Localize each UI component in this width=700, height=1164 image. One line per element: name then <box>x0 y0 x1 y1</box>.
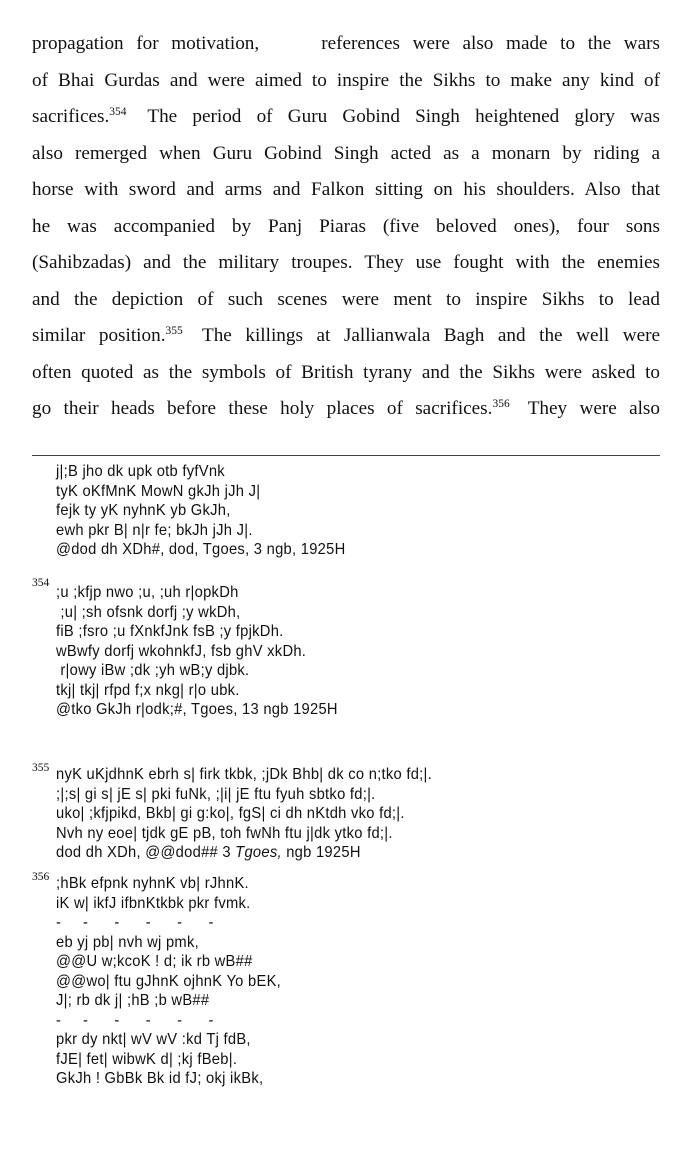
body-line-4: also remerged when Guru Gobind Singh acted as a monarn by riding a <box>32 142 660 164</box>
footnote-separator <box>32 455 660 456</box>
footnote-line: iK w| ikfJ ifbnKtkbk pkr fvmk. <box>56 894 251 912</box>
body-line-6: he was accompanied by Panj Piaras (five beloved ones), four sons <box>32 215 660 237</box>
body-line-1 <box>32 26 660 63</box>
body-line-5: horse with sword and arms and Falkon sitting on his shoulders. Also that <box>32 179 660 200</box>
text-segment: references were also made to the wars <box>321 33 660 54</box>
footnote-line: Nvh ny eoe| tjdk gE pB, toh fwNh ftu j|dk ytko fd;|. <box>56 824 393 842</box>
body-line-11 <box>32 391 660 428</box>
footnote-line: eb yj pb| nvh wj pmk, <box>56 933 199 951</box>
footnote-line: r|owy iBw ;dk ;yh wB;y djbk. <box>56 662 250 679</box>
footnote-ref-356[interactable]: 356 <box>492 398 510 410</box>
body-line-3 <box>32 99 660 136</box>
body-line-8: and the depiction of such scenes were ment to inspire Sikhs to lead <box>32 288 660 310</box>
footnote-ref-355[interactable]: 355 <box>165 325 183 337</box>
footnote-line <box>56 843 432 863</box>
footnote-line: @@U w;kcoK ! d; ik rb wB## <box>56 953 253 970</box>
text-segment: The period of Guru Gobind Singh heightened glory was <box>147 106 660 127</box>
footnote-line: wBwfy dorfj wkohnkfJ, fsb ghV xkDh. <box>56 642 307 660</box>
text-segment: The killings at Jallianwala Bagh and the well were <box>201 325 660 346</box>
footnote-line: ;|;s| gi s| jE s| pki fuNk, ;|i| jE ftu fyuh sbtko fd;|. <box>56 785 376 803</box>
footnote-line: tkj| tkj| rfpd f;x nkg| r|o ubk. <box>56 681 240 699</box>
footnote-number-355: 355 <box>32 762 50 774</box>
footnote-line: tyK oKfMnK MowN gkJh jJh J| <box>56 482 261 500</box>
footnote-ref-354[interactable]: 354 <box>109 106 127 118</box>
footnote-line: J|; rb dk j| ;hB ;b wB## <box>56 992 210 1009</box>
text-segment: propagation for motivation, <box>32 33 260 54</box>
footnote-355 <box>56 765 432 863</box>
footnote-number-354: 354 <box>32 577 50 589</box>
footnote-number-356: 356 <box>32 871 50 883</box>
text-segment: sacrifices. <box>32 106 110 127</box>
footnote-354 <box>56 583 338 720</box>
footnote-line: ewh pkr B| n|r fe; bkJh jJh J|. <box>56 521 253 539</box>
footnote-line: ;u ;kfjp nwo ;u, ;uh r|opkDh <box>56 584 239 601</box>
footnote-line: pkr dy nkt| wV wV :kd Tj fdB, <box>56 1031 251 1048</box>
text-segment: They were also <box>527 398 660 419</box>
footnote-line-dashes: - - - - - - <box>56 1011 214 1029</box>
footnote-line: fJE| fet| wibwK d| ;kj fBeb|. <box>56 1050 238 1068</box>
footnote-line: nyK uKjdhnK ebrh s| firk tkbk, ;jDk Bhb| dk co n;tko fd;|. <box>56 766 433 783</box>
body-line-10: often quoted as the symbols of British tyrany and the Sikhs were asked to <box>32 361 660 383</box>
footnote-line: @@wo| ftu gJhnK ojhnK Yo bEK, <box>56 972 282 990</box>
body-line-2: of Bhai Gurdas and were aimed to inspire the Sikhs to make any kind of <box>32 69 660 91</box>
footnote-line: @tko GkJh r|odk;#, Tgoes, 13 ngb 1925H <box>56 701 338 718</box>
footnote-line: fejk ty yK nyhnK yb GkJh, <box>56 502 231 519</box>
footnote-line-dashes: - - - - - - <box>56 914 214 931</box>
footnote-line: fiB ;fsro ;u fXnkfJnk fsB ;y fpjkDh. <box>56 623 284 640</box>
text-segment-italic: Tgoes, <box>235 844 282 861</box>
body-line-9 <box>32 318 660 355</box>
footnote-line: j|;B jho dk upk otb fyfVnk <box>56 463 225 480</box>
text-segment: ngb 1925H <box>281 844 361 861</box>
footnote-line: uko| ;kfjpikd, Bkb| gi g:ko|, fgS| ci dh nKtdh vko fd;|. <box>56 805 405 822</box>
footnote-line: ;hBk efpnk nyhnK vb| rJhnK. <box>56 875 249 892</box>
footnote-continued <box>56 462 346 560</box>
body-line-7: (Sahibzadas) and the military troupes. They use fought with the enemies <box>32 252 660 273</box>
footnote-356 <box>56 874 281 1089</box>
text-segment: go their heads before these holy places of sacrifices. <box>32 398 493 419</box>
text-segment: similar position. <box>32 325 166 346</box>
main-body-text <box>32 26 660 428</box>
footnote-line: GkJh ! GbBk Bk id fJ; okj ikBk, <box>56 1070 264 1087</box>
footnote-line: @dod dh XDh#, dod, Tgoes, 3 ngb, 1925H <box>56 541 346 558</box>
footnote-line: ;u| ;sh ofsnk dorfj ;y wkDh, <box>56 603 241 621</box>
text-segment: dod dh XDh, @@dod## 3 <box>56 844 236 861</box>
